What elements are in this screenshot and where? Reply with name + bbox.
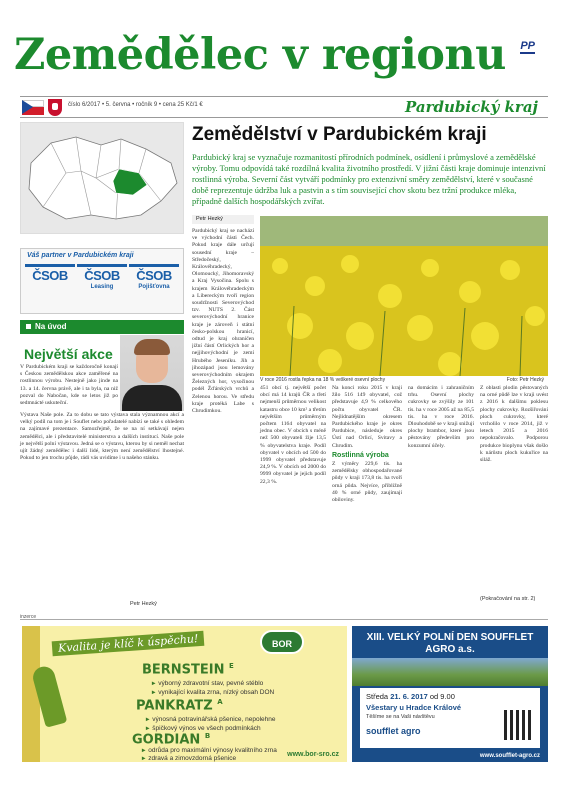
partner-logo-csob-leasing[interactable]: ČSOB Leasing — [77, 264, 127, 290]
editor-photo — [120, 335, 184, 411]
photo-caption: V roce 2016 rostla řepka na 18 % veškeré osevní plochy Foto: Petr Hezký — [260, 377, 544, 383]
region-title: Pardubický kraj — [405, 98, 538, 116]
divider — [20, 619, 548, 620]
article-column-2: 451 obcí tj. největší počet obcí má 14 krajů ČR a třetí nejmenší průměrnou velikost katastru obce 10 km² a třetím největším průměrným počtem 1164 obyvatel na jednu obec. V obcích s méně než 500 obyvateli žije 13,5 % obyvatelstva kraje. Podíl obyvatel v obcích od 500 do 1999 obyvatel představuje 24,9 %. V obcích od 2000 do 9999 obyvatel je jejich podíl 22,3 %. — [260, 385, 326, 485]
variety-name: GORDIAN $^B$ — [132, 732, 211, 748]
editorial-title: Největší akce — [24, 346, 113, 362]
soufflet-title: XIII. VELKÝ POLNÍ DEN SOUFFLET AGRO a.s. — [366, 632, 534, 655]
rapeseed-photo — [260, 216, 548, 376]
variety-feature: ▸ výborný zdravotní stav, pevné stéblo — [152, 680, 264, 687]
editorial-text-a: V Pardubickém kraji se každoročně konají s Českou zemědělskou akce zaměřené na rostlinnou výrobu. Nestejně jako jinde na 13. a 14. června právě, ale i ta byla, na niž pozval do Nabočan, kde se letos již po sedmnácté uskuteční. — [20, 364, 118, 407]
issue-bar — [20, 96, 548, 118]
event-info-panel — [360, 688, 540, 748]
czech-map-icon — [21, 123, 185, 235]
variety-feature: ▸ zdravá a zimovzdorná pšenice — [142, 755, 237, 762]
publisher-logo: PP — [520, 40, 535, 52]
article-column-4: na domácím i zahraničním trhu. Osevní plochy cukrovky se zvýšily ze 101 tis. ha v roce 2005 až na 85,5 tis. ha v roce 2016. Dlouhodobě se v kraji snižují plochy brambor, které jsou pěstovány především pro konzumní účely. — [408, 385, 474, 449]
subheading-plant-production: Rostlinná výroba — [332, 451, 389, 459]
article-lede: Pardubický kraj se vyznačuje rozmanitostí přírodních podmínek, osídlení i průmyslové a zemědělské výroby. Tomu odpovídá také rozdílná kvalita životního prostředí. V jižní části kraje dominuje intenzivní rostlinná výroba. Severní část vytváří podmínky pro extenzivní směry zemědělství, které v současné době reprezentuje údržba luk a pastvin a s tím související chov skotu bez tržní produkce mléka, případně dalších hospodářských zvířat. — [192, 152, 546, 206]
variety-feature: ▸ špičkový výnos ve všech podmínkách — [146, 725, 261, 732]
field-photo — [352, 658, 548, 686]
csob-logo-icon: ČSOB — [25, 264, 75, 283]
section-label: Na úvod — [20, 320, 184, 334]
region-coat-of-arms-icon — [48, 99, 62, 116]
event-date: Středa 21. 6. 2017 od 9.00 — [366, 692, 455, 701]
partner-heading: Váš partner v Pardubickém kraji — [27, 252, 134, 259]
bor-advert[interactable] — [22, 626, 347, 762]
partner-logo-csob-pojistovna[interactable]: ČSOB Pojišťovna — [129, 264, 179, 290]
bor-website-link[interactable]: www.bor-sro.cz — [287, 751, 339, 758]
event-note: Těšíme se na Vaši návštěvu — [366, 714, 435, 720]
bor-slogan: Kvalita je klíč k úspěchu! — [52, 631, 205, 657]
editorial-signature: Petr Hezký — [130, 601, 157, 607]
photo-credit: Foto: Petr Hezký — [506, 377, 544, 383]
variety-feature: ▸ odrůda pro maximální výnosy kvalitního zrna — [142, 747, 277, 754]
continued-note: (Pokračování na str. 2) — [480, 596, 536, 602]
variety-name: BERNSTEIN $^E$ — [142, 662, 234, 678]
qr-code-icon[interactable] — [504, 710, 534, 740]
variety-feature: ▸ vynikající kvalita zrna, nízký obsah DON — [152, 689, 275, 696]
bor-logo: BOR — [260, 630, 304, 654]
region-map — [20, 122, 184, 234]
soufflet-website-link[interactable]: www.soufflet-agro.cz — [479, 753, 540, 759]
issue-info: číslo 6/2017 • 5. června • ročník 9 • cena 25 Kč/1 € — [68, 102, 203, 108]
event-place: Všestary u Hradce Králové — [366, 703, 462, 712]
soufflet-logo: soufflet agro — [366, 726, 421, 736]
masthead — [14, 22, 549, 88]
ad-label: inzerce — [20, 614, 37, 620]
article-column-3: Na konci roku 2015 v kraji žilo 516 149 obyvatel, což představuje 4,9 % celkového počtu obyvatel ČR. Nejlidnatějším okresem Pardubického kraje je okres Pardubice, následuje okres Ústí nad Orlicí, Svitavy a Chrudim. Rostlinná výroba Z výměry 229,6 tis. ha zemědělsky obhospodařované půdy v kraji 173,8 tis. ha tvoří orná půda. Nejvíce, přibližně 40 % orné půdy, zaujímají obiloviny. — [332, 385, 402, 504]
article-title: Zemědělství v Pardubickém kraji — [192, 124, 487, 145]
square-bullet-icon — [26, 324, 31, 329]
variety-feature: ▸ výnosná potravinářská pšenice, nepolehne — [146, 716, 276, 723]
editorial-text-b: Výstava Naše pole. Za to dobu se tato výstava stala významnou akcí a velký podíl na tom je i Souflet nebo pořadatelé nabízí se také s ohledem na zajímavé prezentace. Samozřejmě, že se na ní setkávají nejen zemědělci, ale i představitelé ministerstva a dalších institucí. Naše pole je největší polní výstavou. Jedná se o výstavu, kterou by si neměl nechat ujít žádný zemědělec i další lidé, kterým není zemědělství lhostejné. Pokud to jen trochu půjde, rádi vás uvidíme i u našeho stánku. — [20, 412, 184, 462]
soufflet-advert[interactable] — [352, 626, 548, 762]
article-column-1: Pardubický kraj se nachází ve východní části Čech. Pokud kraje dále určují sousední kraje – Středočeský, Královéhradecký, Olomoucký, Jihomoravský a Kraj Vysočina. Spolu s krajem Královéhradeckým a Libereckým tvoří region soudržnosti Severovýchod tzv. NUTS 2. Část severovýchodní hranice kraje je zároveň i státní česko-polskou hranicí, odtud je kraj ohraničen jižní částí Orlických hor a nejjihovýchodní je zemí Hrubého Jeseníku. Jih a jihozápad jsou lemovány severovýchodním okrajem Železných hor, vysočinou podél Žďárských vrchů a Zelenou horou. Ve středu kraje protéká Labe s Chrudimkou. — [192, 228, 254, 415]
csob-logo-icon: ČSOB — [77, 264, 127, 283]
partner-box[interactable] — [20, 248, 184, 314]
csob-logo-icon: ČSOB — [129, 264, 179, 283]
newspaper-title: Zemědělec v regionu — [14, 30, 506, 80]
partner-logo-csob[interactable] — [25, 264, 75, 290]
variety-name: PANKRATZ $^A$ — [136, 698, 223, 714]
article-author: Petr Hezký — [192, 215, 254, 224]
czech-flag-icon — [22, 100, 44, 115]
article-column-5: Z oblasti plodin pěstovaných na orné půdě lze v kraji uvést z 2016 k dalšímu poklesu plochy cukrovky. Rozšiřování ploch cukrovky, které vrcholilo v roce 2014, již v letech 2015 a 2016 nepokračovalo. Podporou produkce bioplynu však došlo k nárůstu ploch kukuřice na siláž. — [480, 385, 548, 464]
